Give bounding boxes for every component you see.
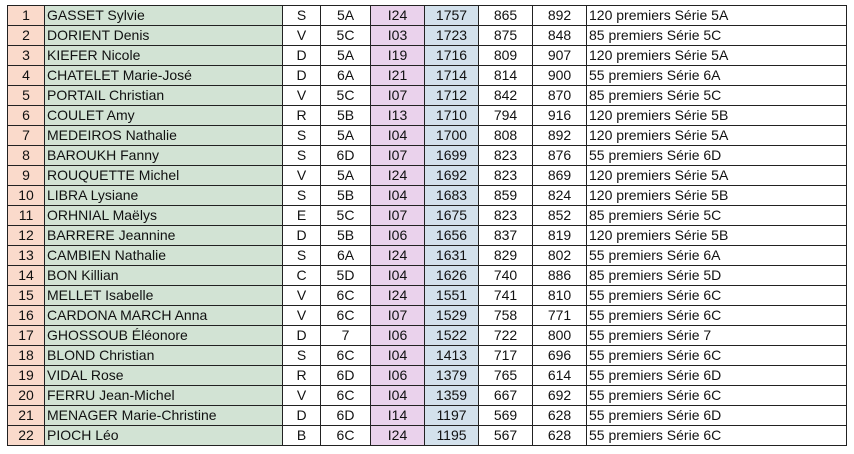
- table-row: [8, 286, 847, 306]
- table-row: [8, 426, 847, 446]
- cell-score-a[interactable]: 823: [479, 166, 533, 186]
- cell-score-b[interactable]: 628: [533, 426, 587, 446]
- cell-total-score[interactable]: 1712: [425, 86, 479, 106]
- cell-player-name[interactable]: LIBRA Lysiane: [45, 186, 283, 206]
- cell-score-b[interactable]: 800: [533, 326, 587, 346]
- cell-series[interactable]: 6C: [321, 386, 371, 406]
- cell-player-name[interactable]: GHOSSOUB Éléonore: [45, 326, 283, 346]
- cell-total-score[interactable]: 1699: [425, 146, 479, 166]
- table-row: [8, 366, 847, 386]
- cell-score-b[interactable]: 802: [533, 246, 587, 266]
- cell-player-name[interactable]: MENAGER Marie-Christine: [45, 406, 283, 426]
- cell-total-score[interactable]: 1359: [425, 386, 479, 406]
- cell-rank[interactable]: 21: [8, 406, 45, 426]
- cell-series[interactable]: 6D: [321, 406, 371, 426]
- cell-category-letter[interactable]: S: [283, 186, 321, 206]
- cell-total-score[interactable]: 1710: [425, 106, 479, 126]
- cell-rank[interactable]: 4: [8, 66, 45, 86]
- cell-series[interactable]: 6C: [321, 306, 371, 326]
- cell-category-letter[interactable]: R: [283, 366, 321, 386]
- cell-ranking-category[interactable]: 55 premiers Série 6C: [587, 306, 847, 326]
- cell-series[interactable]: 5C: [321, 206, 371, 226]
- cell-series[interactable]: 5B: [321, 226, 371, 246]
- cell-player-name[interactable]: MEDEIROS Nathalie: [45, 126, 283, 146]
- cell-ranking-category[interactable]: 55 premiers Série 6C: [587, 286, 847, 306]
- cell-rank[interactable]: 7: [8, 126, 45, 146]
- cell-player-name[interactable]: BLOND Christian: [45, 346, 283, 366]
- cell-score-a[interactable]: 758: [479, 306, 533, 326]
- cell-player-name[interactable]: BON Killian: [45, 266, 283, 286]
- cell-club-code[interactable]: I04: [371, 386, 425, 406]
- cell-rank[interactable]: 5: [8, 86, 45, 106]
- cell-series[interactable]: 5A: [321, 166, 371, 186]
- cell-ranking-category[interactable]: 120 premiers Série 5B: [587, 186, 847, 206]
- cell-club-code[interactable]: I04: [371, 346, 425, 366]
- cell-ranking-category[interactable]: 55 premiers Série 6D: [587, 146, 847, 166]
- cell-rank[interactable]: 17: [8, 326, 45, 346]
- cell-category-letter[interactable]: S: [283, 246, 321, 266]
- table-row: [8, 26, 847, 46]
- cell-category-letter[interactable]: D: [283, 326, 321, 346]
- cell-score-a[interactable]: 823: [479, 206, 533, 226]
- cell-player-name[interactable]: ROUQUETTE Michel: [45, 166, 283, 186]
- cell-category-letter[interactable]: V: [283, 166, 321, 186]
- cell-score-b[interactable]: 810: [533, 286, 587, 306]
- cell-ranking-category[interactable]: 55 premiers Série 7: [587, 326, 847, 346]
- table-row: [8, 46, 847, 66]
- cell-player-name[interactable]: CARDONA MARCH Anna: [45, 306, 283, 326]
- cell-score-b[interactable]: 907: [533, 46, 587, 66]
- table-row: [8, 386, 847, 406]
- cell-ranking-category[interactable]: 85 premiers Série 5C: [587, 206, 847, 226]
- cell-total-score[interactable]: 1551: [425, 286, 479, 306]
- cell-ranking-category[interactable]: 55 premiers Série 6C: [587, 346, 847, 366]
- cell-rank[interactable]: 12: [8, 226, 45, 246]
- cell-rank[interactable]: 6: [8, 106, 45, 126]
- table-row: [8, 106, 847, 126]
- table-row: [8, 266, 847, 286]
- cell-player-name[interactable]: MELLET Isabelle: [45, 286, 283, 306]
- cell-player-name[interactable]: PIOCH Léo: [45, 426, 283, 446]
- cell-player-name[interactable]: FERRU Jean-Michel: [45, 386, 283, 406]
- cell-series[interactable]: 5A: [321, 6, 371, 26]
- table-row: [8, 186, 847, 206]
- table-row: [8, 206, 847, 226]
- cell-club-code[interactable]: I06: [371, 226, 425, 246]
- cell-total-score[interactable]: 1379: [425, 366, 479, 386]
- cell-rank[interactable]: 13: [8, 246, 45, 266]
- cell-club-code[interactable]: I06: [371, 326, 425, 346]
- cell-rank[interactable]: 16: [8, 306, 45, 326]
- cell-score-a[interactable]: 829: [479, 246, 533, 266]
- cell-series[interactable]: 5B: [321, 186, 371, 206]
- cell-club-code[interactable]: I04: [371, 126, 425, 146]
- cell-rank[interactable]: 1: [8, 6, 45, 26]
- cell-total-score[interactable]: 1692: [425, 166, 479, 186]
- cell-score-b[interactable]: 876: [533, 146, 587, 166]
- cell-club-code[interactable]: I06: [371, 366, 425, 386]
- cell-player-name[interactable]: BAROUKH Fanny: [45, 146, 283, 166]
- cell-total-score[interactable]: 1626: [425, 266, 479, 286]
- cell-rank[interactable]: 10: [8, 186, 45, 206]
- cell-club-code[interactable]: I04: [371, 266, 425, 286]
- cell-player-name[interactable]: DORIENT Denis: [45, 26, 283, 46]
- cell-score-b[interactable]: 771: [533, 306, 587, 326]
- cell-score-a[interactable]: 667: [479, 386, 533, 406]
- table-row: [8, 326, 847, 346]
- cell-score-a[interactable]: 823: [479, 146, 533, 166]
- cell-player-name[interactable]: ORHNIAL Maëlys: [45, 206, 283, 226]
- cell-ranking-category[interactable]: 55 premiers Série 6A: [587, 246, 847, 266]
- cell-club-code[interactable]: I24: [371, 246, 425, 266]
- cell-total-score[interactable]: 1195: [425, 426, 479, 446]
- cell-category-letter[interactable]: V: [283, 286, 321, 306]
- cell-rank[interactable]: 2: [8, 26, 45, 46]
- cell-score-a[interactable]: 722: [479, 326, 533, 346]
- cell-ranking-category[interactable]: 55 premiers Série 6C: [587, 386, 847, 406]
- cell-series[interactable]: 6A: [321, 246, 371, 266]
- cell-score-a[interactable]: 569: [479, 406, 533, 426]
- cell-total-score[interactable]: 1675: [425, 206, 479, 226]
- cell-total-score[interactable]: 1197: [425, 406, 479, 426]
- results-table-body: [8, 6, 847, 446]
- cell-score-a[interactable]: 859: [479, 186, 533, 206]
- results-table: [7, 5, 847, 446]
- table-row: [8, 146, 847, 166]
- cell-ranking-category[interactable]: 120 premiers Série 5B: [587, 226, 847, 246]
- cell-club-code[interactable]: I19: [371, 46, 425, 66]
- cell-ranking-category[interactable]: 85 premiers Série 5C: [587, 86, 847, 106]
- cell-score-b[interactable]: 628: [533, 406, 587, 426]
- cell-ranking-category[interactable]: 55 premiers Série 6A: [587, 66, 847, 86]
- cell-club-code[interactable]: I04: [371, 186, 425, 206]
- cell-rank[interactable]: 20: [8, 386, 45, 406]
- table-row: [8, 86, 847, 106]
- cell-score-b[interactable]: 892: [533, 6, 587, 26]
- cell-club-code[interactable]: I24: [371, 166, 425, 186]
- cell-ranking-category[interactable]: 120 premiers Série 5A: [587, 166, 847, 186]
- cell-club-code[interactable]: I14: [371, 406, 425, 426]
- cell-rank[interactable]: 11: [8, 206, 45, 226]
- cell-ranking-category[interactable]: 120 premiers Série 5A: [587, 126, 847, 146]
- cell-total-score[interactable]: 1716: [425, 46, 479, 66]
- table-row: [8, 226, 847, 246]
- cell-player-name[interactable]: GASSET Sylvie: [45, 6, 283, 26]
- cell-score-b[interactable]: 692: [533, 386, 587, 406]
- cell-series[interactable]: 6D: [321, 146, 371, 166]
- cell-series[interactable]: 5A: [321, 46, 371, 66]
- cell-total-score[interactable]: 1683: [425, 186, 479, 206]
- cell-category-letter[interactable]: V: [283, 306, 321, 326]
- results-sheet: [7, 5, 847, 446]
- cell-total-score[interactable]: 1723: [425, 26, 479, 46]
- cell-series[interactable]: 6C: [321, 286, 371, 306]
- cell-score-b[interactable]: 614: [533, 366, 587, 386]
- cell-total-score[interactable]: 1529: [425, 306, 479, 326]
- cell-total-score[interactable]: 1631: [425, 246, 479, 266]
- cell-score-a[interactable]: 875: [479, 26, 533, 46]
- cell-club-code[interactable]: I07: [371, 206, 425, 226]
- cell-series[interactable]: 5C: [321, 26, 371, 46]
- cell-rank[interactable]: 9: [8, 166, 45, 186]
- cell-player-name[interactable]: COULET Amy: [45, 106, 283, 126]
- cell-category-letter[interactable]: S: [283, 146, 321, 166]
- cell-player-name[interactable]: CAMBIEN Nathalie: [45, 246, 283, 266]
- cell-category-letter[interactable]: C: [283, 266, 321, 286]
- cell-rank[interactable]: 15: [8, 286, 45, 306]
- cell-ranking-category[interactable]: 55 premiers Série 6D: [587, 366, 847, 386]
- cell-category-letter[interactable]: V: [283, 86, 321, 106]
- table-row: [8, 166, 847, 186]
- cell-score-a[interactable]: 717: [479, 346, 533, 366]
- table-row: [8, 6, 847, 26]
- cell-category-letter[interactable]: V: [283, 26, 321, 46]
- cell-ranking-category[interactable]: 55 premiers Série 6C: [587, 426, 847, 446]
- cell-score-b[interactable]: 869: [533, 166, 587, 186]
- cell-score-b[interactable]: 696: [533, 346, 587, 366]
- cell-club-code[interactable]: I24: [371, 286, 425, 306]
- cell-club-code[interactable]: I21: [371, 66, 425, 86]
- cell-score-a[interactable]: 740: [479, 266, 533, 286]
- cell-score-a[interactable]: 837: [479, 226, 533, 246]
- cell-score-a[interactable]: 765: [479, 366, 533, 386]
- cell-player-name[interactable]: VIDAL Rose: [45, 366, 283, 386]
- cell-score-a[interactable]: 814: [479, 66, 533, 86]
- cell-series[interactable]: 5C: [321, 86, 371, 106]
- cell-score-b[interactable]: 848: [533, 26, 587, 46]
- cell-total-score[interactable]: 1656: [425, 226, 479, 246]
- cell-rank[interactable]: 19: [8, 366, 45, 386]
- cell-series[interactable]: 5B: [321, 106, 371, 126]
- cell-category-letter[interactable]: E: [283, 206, 321, 226]
- cell-score-a[interactable]: 741: [479, 286, 533, 306]
- table-row: [8, 246, 847, 266]
- cell-rank[interactable]: 18: [8, 346, 45, 366]
- cell-club-code[interactable]: I07: [371, 86, 425, 106]
- cell-series[interactable]: 5D: [321, 266, 371, 286]
- cell-category-letter[interactable]: V: [283, 386, 321, 406]
- cell-category-letter[interactable]: D: [283, 66, 321, 86]
- cell-ranking-category[interactable]: 55 premiers Série 6D: [587, 406, 847, 426]
- cell-rank[interactable]: 22: [8, 426, 45, 446]
- cell-category-letter[interactable]: S: [283, 6, 321, 26]
- cell-ranking-category[interactable]: 85 premiers Série 5D: [587, 266, 847, 286]
- cell-series[interactable]: 6C: [321, 346, 371, 366]
- table-row: [8, 66, 847, 86]
- cell-score-a[interactable]: 865: [479, 6, 533, 26]
- cell-series[interactable]: 6A: [321, 66, 371, 86]
- cell-ranking-category[interactable]: 120 premiers Série 5B: [587, 106, 847, 126]
- cell-rank[interactable]: 14: [8, 266, 45, 286]
- cell-score-b[interactable]: 892: [533, 126, 587, 146]
- cell-category-letter[interactable]: S: [283, 126, 321, 146]
- cell-player-name[interactable]: CHATELET Marie-José: [45, 66, 283, 86]
- cell-score-b[interactable]: 824: [533, 186, 587, 206]
- cell-category-letter[interactable]: B: [283, 426, 321, 446]
- cell-club-code[interactable]: I13: [371, 106, 425, 126]
- cell-ranking-category[interactable]: 120 premiers Série 5A: [587, 46, 847, 66]
- cell-score-b[interactable]: 900: [533, 66, 587, 86]
- cell-score-b[interactable]: 886: [533, 266, 587, 286]
- cell-series[interactable]: 5A: [321, 126, 371, 146]
- cell-club-code[interactable]: I03: [371, 26, 425, 46]
- cell-player-name[interactable]: BARRERE Jeannine: [45, 226, 283, 246]
- cell-score-b[interactable]: 870: [533, 86, 587, 106]
- cell-score-a[interactable]: 808: [479, 126, 533, 146]
- cell-player-name[interactable]: KIEFER Nicole: [45, 46, 283, 66]
- cell-total-score[interactable]: 1522: [425, 326, 479, 346]
- cell-category-letter[interactable]: S: [283, 346, 321, 366]
- cell-total-score[interactable]: 1413: [425, 346, 479, 366]
- cell-club-code[interactable]: I24: [371, 426, 425, 446]
- cell-category-letter[interactable]: R: [283, 106, 321, 126]
- table-row: [8, 126, 847, 146]
- table-row: [8, 346, 847, 366]
- table-row: [8, 306, 847, 326]
- cell-score-b[interactable]: 916: [533, 106, 587, 126]
- cell-total-score[interactable]: 1700: [425, 126, 479, 146]
- cell-score-b[interactable]: 852: [533, 206, 587, 226]
- cell-score-a[interactable]: 567: [479, 426, 533, 446]
- cell-score-a[interactable]: 809: [479, 46, 533, 66]
- cell-score-b[interactable]: 819: [533, 226, 587, 246]
- cell-category-letter[interactable]: D: [283, 226, 321, 246]
- cell-total-score[interactable]: 1757: [425, 6, 479, 26]
- cell-player-name[interactable]: PORTAIL Christian: [45, 86, 283, 106]
- cell-rank[interactable]: 8: [8, 146, 45, 166]
- cell-club-code[interactable]: I07: [371, 146, 425, 166]
- cell-ranking-category[interactable]: 120 premiers Série 5A: [587, 6, 847, 26]
- cell-total-score[interactable]: 1714: [425, 66, 479, 86]
- cell-series[interactable]: 6D: [321, 366, 371, 386]
- cell-rank[interactable]: 3: [8, 46, 45, 66]
- table-row: [8, 406, 847, 426]
- cell-score-a[interactable]: 794: [479, 106, 533, 126]
- cell-series[interactable]: 7: [321, 326, 371, 346]
- cell-club-code[interactable]: I24: [371, 6, 425, 26]
- cell-category-letter[interactable]: D: [283, 406, 321, 426]
- cell-series[interactable]: 6C: [321, 426, 371, 446]
- cell-category-letter[interactable]: D: [283, 46, 321, 66]
- cell-ranking-category[interactable]: 85 premiers Série 5C: [587, 26, 847, 46]
- cell-score-a[interactable]: 842: [479, 86, 533, 106]
- cell-club-code[interactable]: I07: [371, 306, 425, 326]
